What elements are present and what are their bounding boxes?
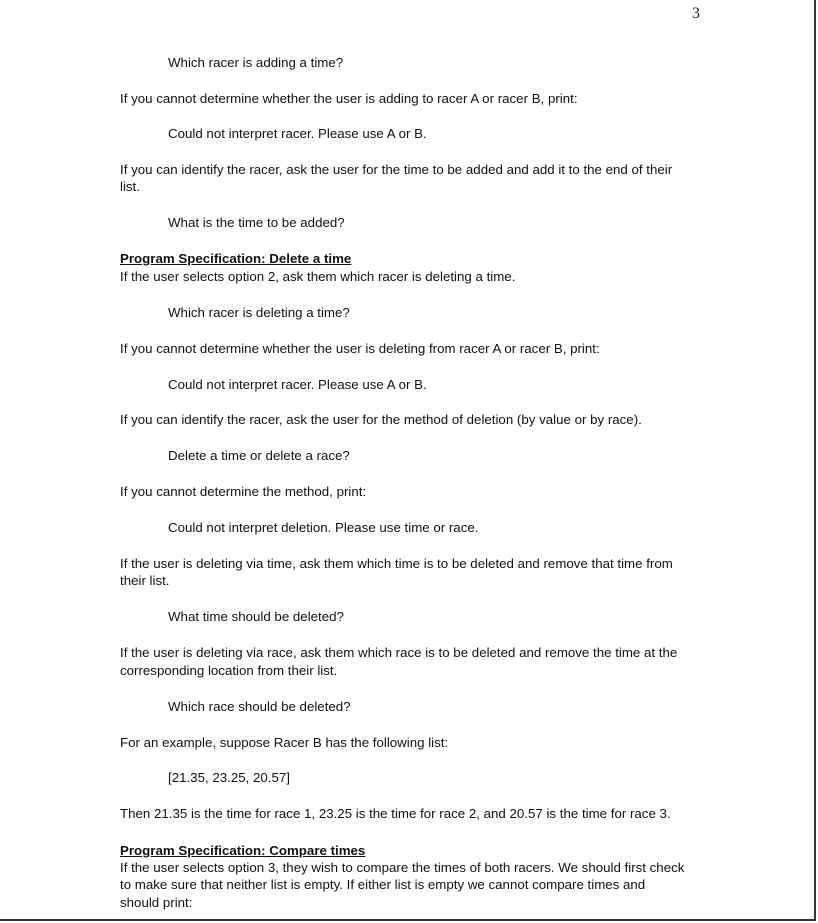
- paragraph-line: list.: [120, 179, 140, 194]
- paragraph-line: If you cannot determine whether the user is deleting from racer A or racer B, print:: [120, 341, 600, 356]
- paragraph-line: should print:: [120, 895, 193, 910]
- prompt-which-racer-adding: Which racer is adding a time?: [168, 55, 344, 70]
- prompt-what-time-deleted: What time should be deleted?: [168, 609, 344, 624]
- paragraph-line: corresponding location from their list.: [120, 663, 338, 678]
- paragraph-line: If the user selects option 3, they wish to compare the times of both racers. We should first check: [120, 860, 685, 875]
- section-heading-delete-time: Program Specification: Delete a time: [120, 251, 352, 266]
- paragraph-line: If the user is deleting via time, ask them which time is to be deleted and remove that time from: [120, 556, 673, 571]
- output-could-not-interpret-deletion: Could not interpret deletion. Please use time or race.: [168, 520, 479, 535]
- output-could-not-interpret-racer: Could not interpret racer. Please use A or B.: [168, 126, 427, 141]
- prompt-which-race-deleted: Which race should be deleted?: [168, 699, 351, 714]
- page-number: 3: [692, 5, 700, 22]
- paragraph-line: For an example, suppose Racer B has the following list:: [120, 735, 449, 750]
- paragraph-line: If the user is deleting via race, ask them which race is to be deleted and remove the time at the: [120, 645, 678, 660]
- paragraph-line: If you can identify the racer, ask the user for the method of deletion (by value or by race).: [120, 412, 642, 427]
- paragraph-line: If the user selects option 2, ask them which racer is deleting a time.: [120, 269, 516, 284]
- output-could-not-interpret-racer: Could not interpret racer. Please use A or B.: [168, 377, 427, 392]
- prompt-time-to-add: What is the time to be added?: [168, 215, 345, 230]
- paragraph-line: their list.: [120, 573, 170, 588]
- prompt-which-racer-deleting: Which racer is deleting a time?: [168, 305, 350, 320]
- paragraph-line: Then 21.35 is the time for race 1, 23.25 is the time for race 2, and 20.57 is the time for race 3.: [120, 806, 671, 821]
- section-heading-compare-times: Program Specification: Compare times: [120, 843, 366, 858]
- paragraph-line: If you can identify the racer, ask the user for the time to be added and add it to the end of their: [120, 162, 673, 177]
- paragraph-line: If you cannot determine the method, print:: [120, 484, 367, 499]
- paragraph-line: If you cannot determine whether the user is adding to racer A or racer B, print:: [120, 91, 578, 106]
- example-list: [21.35, 23.25, 20.57]: [168, 770, 290, 785]
- paragraph-line: to make sure that neither list is empty. If either list is empty we cannot compare times and: [120, 877, 646, 892]
- prompt-delete-time-or-race: Delete a time or delete a race?: [168, 448, 350, 463]
